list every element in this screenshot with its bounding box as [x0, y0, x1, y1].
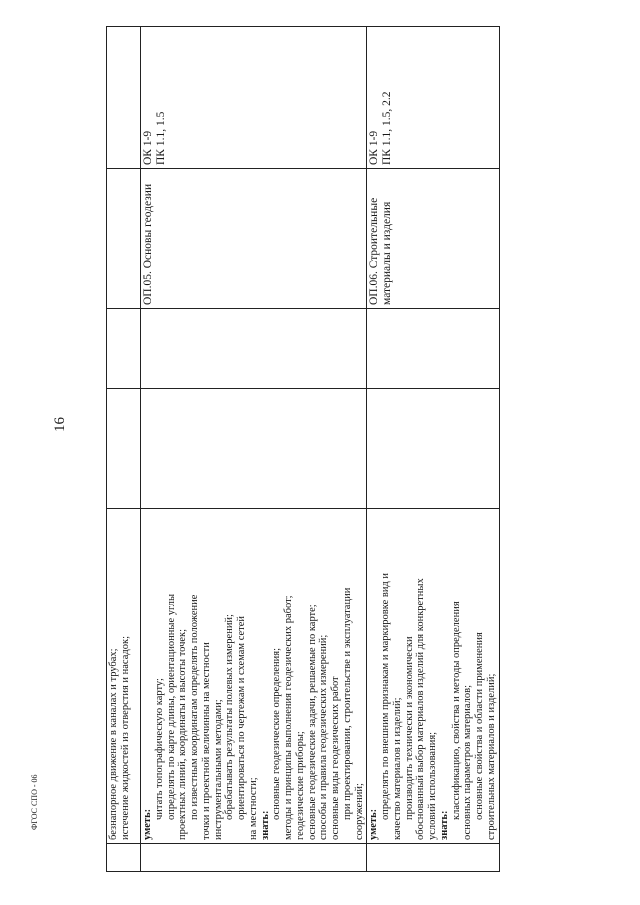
skill-line: безнапорное движение в каналах и трубах;	[108, 648, 119, 840]
empty-cell	[107, 309, 141, 389]
knowledge-line: способы и правила геодезических измерений;	[318, 634, 330, 840]
skill-heading: уметь:	[368, 808, 380, 840]
knowledge-line: основные геодезические задачи, решаемые по карте;	[306, 604, 318, 840]
skill-line: условий использования;	[427, 731, 438, 840]
skill-line: инструментальными методами;	[212, 699, 224, 840]
knowledge-line: классификацию, свойства и методы определения	[450, 601, 462, 820]
skills-cell	[141, 509, 367, 844]
skill-line: обрабатывать результаты полевых измерений;	[224, 614, 236, 820]
skill-line: читать топографическую карту;	[153, 678, 165, 820]
skill-heading: уметь:	[142, 808, 153, 840]
discipline-name-cell: ОП.06. Строительные материалы и изделия	[367, 169, 499, 309]
skill-line: проектных линий, координаты и высоты точек;	[177, 628, 189, 840]
knowledge-line: основных параметров материалов;	[462, 684, 474, 840]
skill-line: определять по внешним признакам и маркировке вид и	[380, 572, 391, 820]
table-row	[141, 27, 367, 872]
table-row	[367, 27, 499, 872]
knowledge-line: основные геодезические определения;	[271, 647, 283, 820]
curriculum-table	[106, 27, 497, 872]
skill-line: точки и проектной величинны на местности	[200, 642, 212, 840]
skill-line: качество материалов и изделий;	[391, 697, 403, 840]
knowledge-line: методы и принципы выполнения геодезических работ;	[283, 595, 294, 840]
empty-cell	[367, 309, 499, 389]
discipline-name-cell: ОП.05. Основы геодезии	[141, 169, 367, 309]
skill-line: по известным координатам определять положение	[189, 594, 200, 820]
skills-cell	[107, 509, 141, 844]
knowledge-heading: знать:	[438, 810, 450, 840]
skill-line: на местности;	[247, 777, 259, 840]
blank-cell	[367, 844, 499, 872]
knowledge-line: строительных материалов и изделий;	[485, 673, 497, 840]
skill-line: обоснованный выбор материалов изделий для конкретных	[415, 578, 427, 840]
competencies-cell: ОК 1-9 ПК 1.1, 1.5, 2.2	[367, 27, 499, 169]
empty-cell	[141, 389, 367, 509]
knowledge-line: геодезические приборы;	[294, 731, 306, 840]
discipline-name-cell	[107, 169, 141, 309]
skill-line: производить технически и экономически	[403, 636, 415, 820]
skill-line: истечение жидкостей из отверстия и насадок;	[119, 636, 131, 840]
knowledge-heading: знать:	[259, 810, 271, 840]
skill-line: определять по карте длины, ориентационные углы	[165, 593, 177, 820]
table-row	[107, 27, 141, 872]
skill-line: ориентироваться по чертежам и схемам сетей	[236, 615, 247, 820]
blank-cell	[141, 844, 367, 872]
competencies-cell	[107, 27, 141, 169]
skills-cell	[367, 509, 499, 844]
knowledge-line: при проектировании, строительстве и эксплуатации	[341, 587, 353, 820]
footer-code: ФГОС СПО - 06	[30, 774, 39, 830]
knowledge-line: основные свойства и области применения	[474, 632, 485, 820]
knowledge-line: сооружений;	[353, 783, 365, 840]
empty-cell	[367, 389, 499, 509]
competencies-cell: ОК 1-9 ПК 1.1, 1.5	[141, 27, 367, 169]
blank-cell	[107, 844, 141, 872]
page-number: 16	[52, 417, 68, 432]
empty-cell	[107, 389, 141, 509]
knowledge-line: основные виды геодезических работ	[330, 676, 341, 840]
empty-cell	[141, 309, 367, 389]
